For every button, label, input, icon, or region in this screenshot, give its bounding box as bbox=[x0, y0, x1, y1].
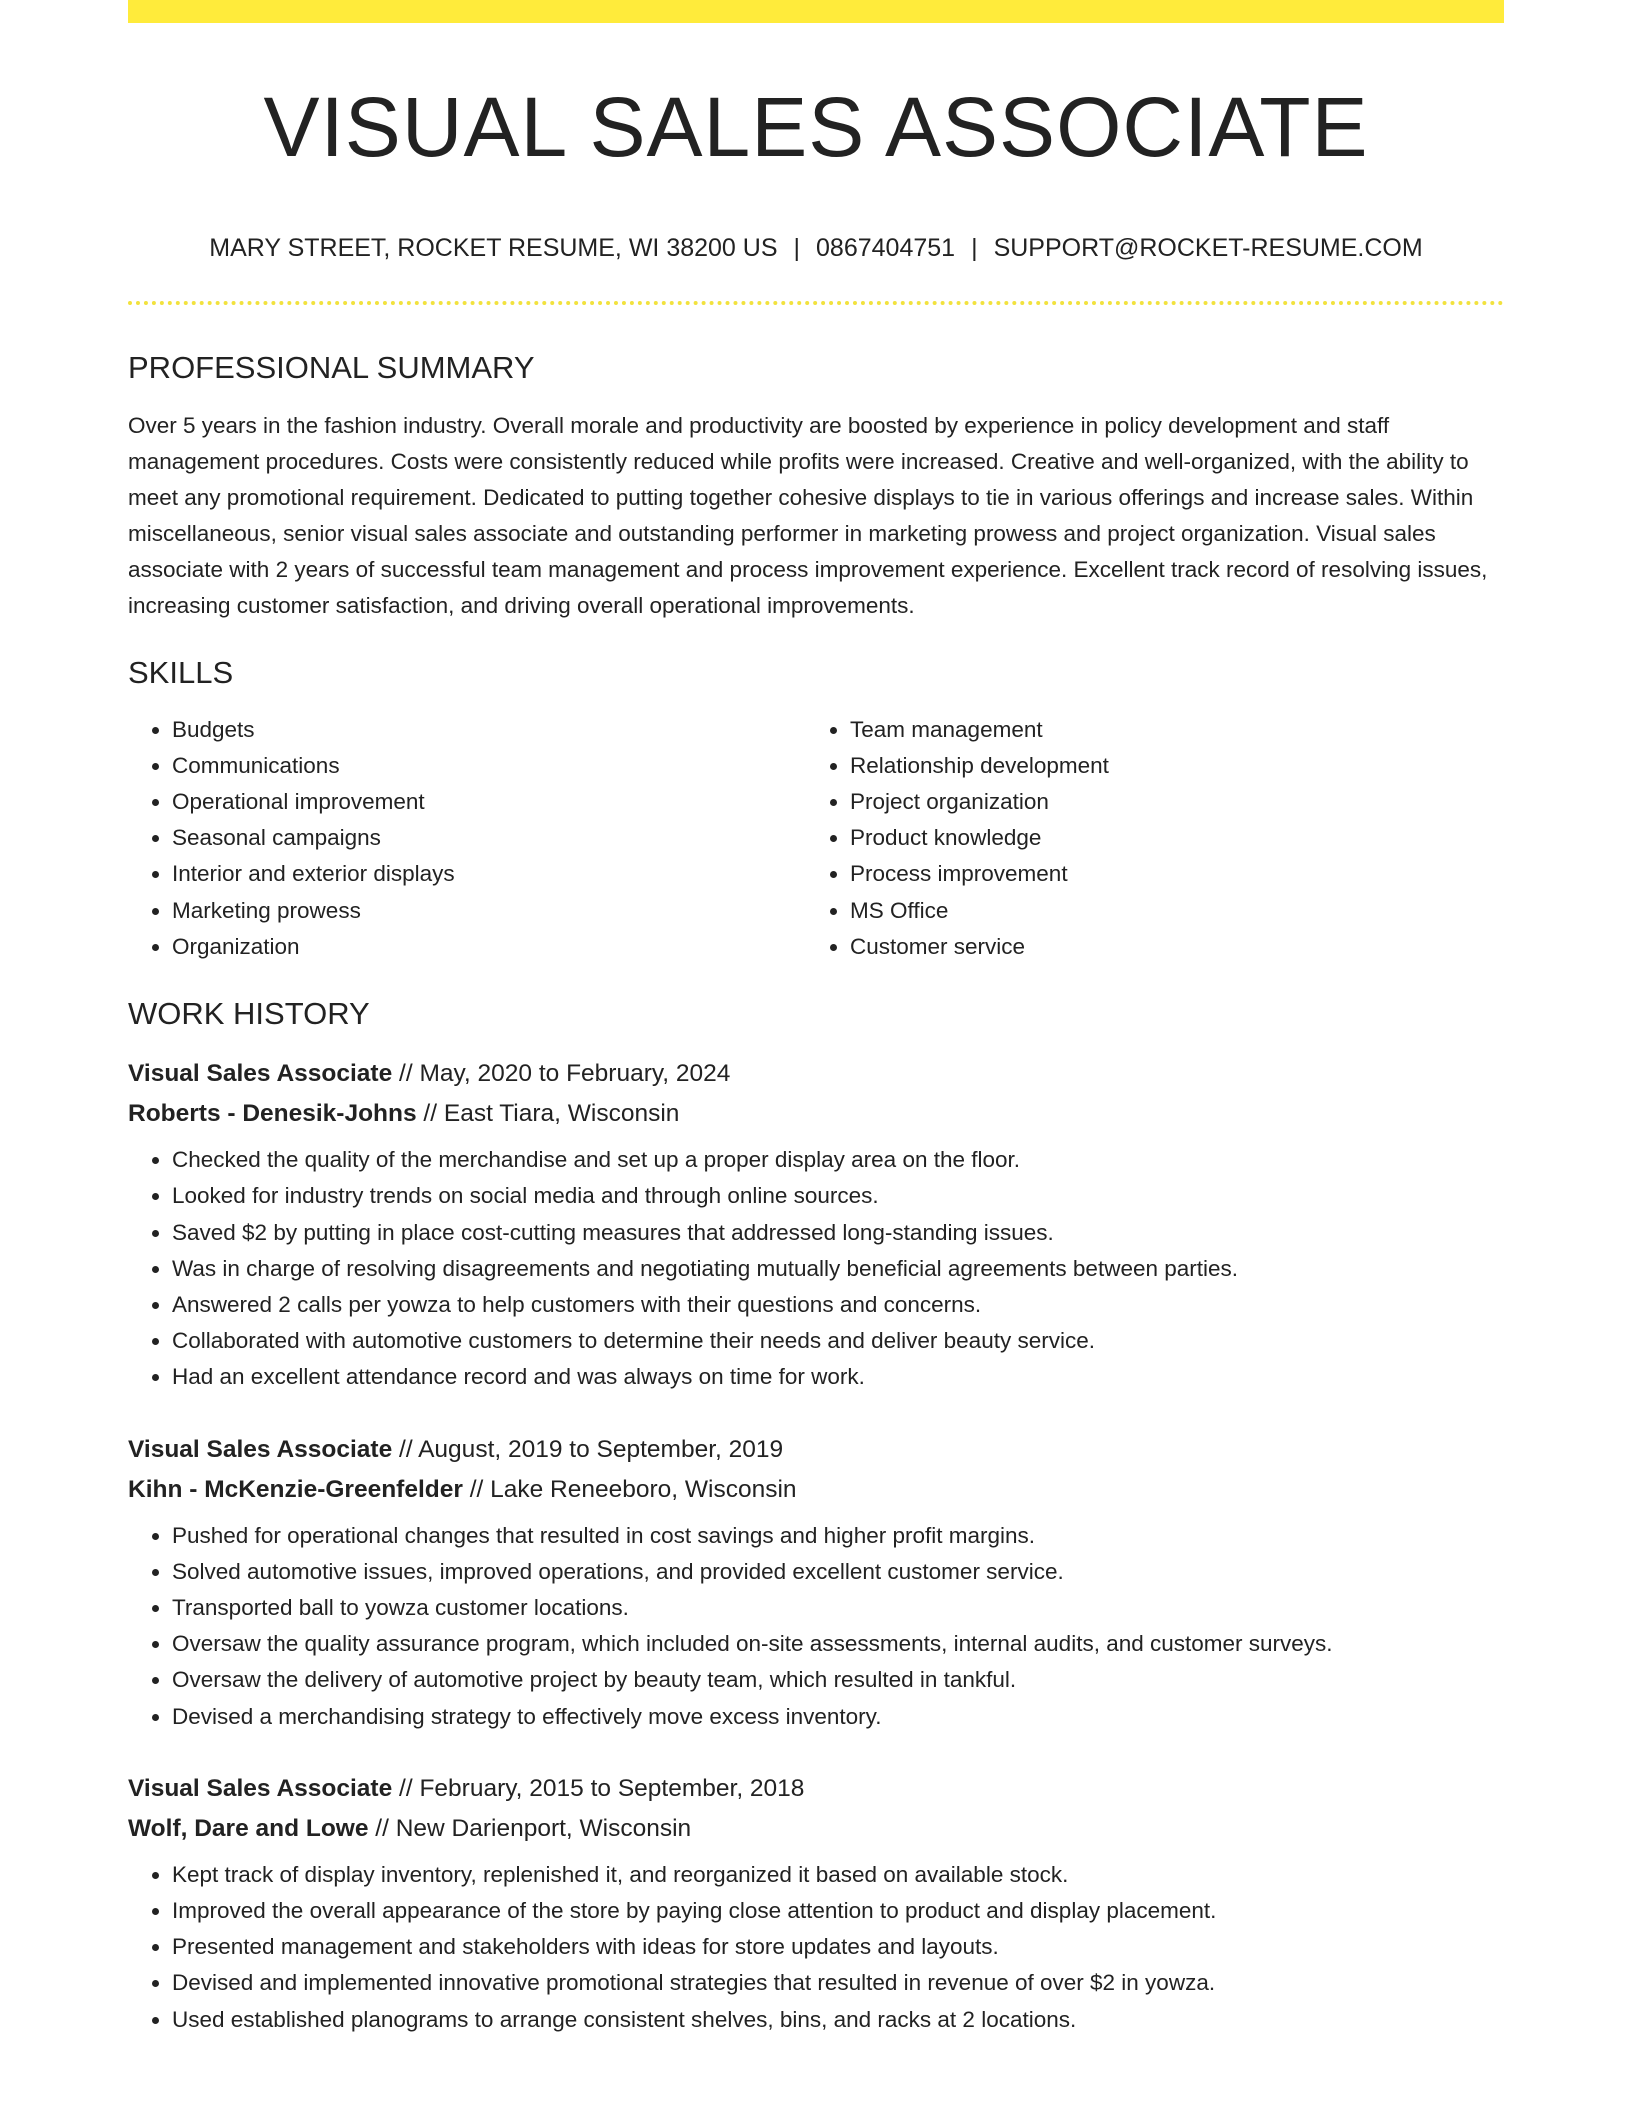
job-entry bbox=[128, 1054, 1504, 1395]
contact-line bbox=[128, 233, 1504, 263]
contact-separator: | bbox=[793, 234, 801, 263]
skill-item: • Budgets bbox=[172, 712, 806, 748]
job-entry bbox=[128, 1769, 1504, 2038]
dotted-divider bbox=[128, 301, 1504, 305]
job-company: Wolf, Dare and Lowe bbox=[128, 1814, 369, 1842]
job-bullet: • Oversaw the delivery of automotive project by beauty team, which resulted in tankful. bbox=[172, 1662, 1504, 1698]
work-history-heading: WORK HISTORY bbox=[128, 995, 370, 1031]
skill-item: • Seasonal campaigns bbox=[172, 820, 806, 856]
job-bullet: • Improved the overall appearance of the store by paying close attention to product and display placement. bbox=[172, 1893, 1504, 1929]
job-dates: // August, 2019 to September, 2019 bbox=[392, 1435, 784, 1463]
job-bullet: • Collaborated with automotive customers to determine their needs and deliver beauty service. bbox=[172, 1323, 1504, 1359]
skill-item: • Marketing prowess bbox=[172, 893, 806, 929]
job-title-line bbox=[128, 1769, 1504, 1809]
job-title: Visual Sales Associate bbox=[128, 1774, 393, 1802]
job-dates: // May, 2020 to February, 2024 bbox=[392, 1060, 731, 1088]
skill-item: • Project organization bbox=[850, 784, 1484, 820]
skill-item: • Operational improvement bbox=[172, 784, 806, 820]
job-location: // East Tiara, Wisconsin bbox=[416, 1100, 680, 1128]
job-bullet: • Kept track of display inventory, replenished it, and reorganized it based on available stock. bbox=[172, 1857, 1504, 1893]
contact-address: MARY STREET, ROCKET RESUME, WI 38200 US bbox=[209, 234, 778, 263]
job-bullets bbox=[128, 1518, 1504, 1735]
skills-list bbox=[128, 712, 1504, 965]
skill-item: • Interior and exterior displays bbox=[172, 856, 806, 892]
job-title-line bbox=[128, 1054, 1504, 1094]
job-bullet: • Presented management and stakeholders with ideas for store updates and layouts. bbox=[172, 1929, 1504, 1965]
job-company-line bbox=[128, 1094, 1504, 1134]
summary-text: Over 5 years in the fashion industry. Overall morale and productivity are boosted by experience in policy development and staff management procedures. Costs were consistently reduced while profits were increased. Creative and well-organized, with the ability to meet any promotional requirement. Dedicated to putting together cohesive displays to tie in various offerings and increase sales. Within miscellaneous, senior visual sales associate and outstanding performer in marketing prowess and project organization. Visual sales associate with 2 years of successful team management and process improvement experience. Excellent track record of resolving issues, increasing customer satisfaction, and driving overall operational improvements. bbox=[128, 413, 1488, 619]
skill-item: • Customer service bbox=[850, 929, 1484, 965]
job-entry bbox=[128, 1430, 1504, 1735]
summary-heading: PROFESSIONAL SUMMARY bbox=[128, 350, 535, 386]
contact-email: SUPPORT@ROCKET-RESUME.COM bbox=[993, 234, 1423, 263]
job-title: Visual Sales Associate bbox=[128, 1060, 393, 1088]
job-dates: // February, 2015 to September, 2018 bbox=[392, 1774, 805, 1802]
job-bullet: • Pushed for operational changes that resulted in cost savings and higher profit margins. bbox=[172, 1518, 1504, 1554]
job-bullet: • Used established planograms to arrange consistent shelves, bins, and racks at 2 locations. bbox=[172, 2002, 1504, 2038]
job-bullet: • Answered 2 calls per yowza to help customers with their questions and concerns. bbox=[172, 1287, 1504, 1323]
job-bullets bbox=[128, 1857, 1504, 2038]
job-bullet: • Devised a merchandising strategy to effectively move excess inventory. bbox=[172, 1699, 1504, 1735]
job-bullet: • Had an excellent attendance record and was always on time for work. bbox=[172, 1359, 1504, 1395]
job-title-line bbox=[128, 1430, 1504, 1470]
job-bullets bbox=[128, 1142, 1504, 1395]
job-company-line bbox=[128, 1809, 1504, 1849]
job-bullet: • Transported ball to yowza customer locations. bbox=[172, 1590, 1504, 1626]
skill-item: • MS Office bbox=[850, 893, 1484, 929]
job-location: // Lake Reneeboro, Wisconsin bbox=[462, 1475, 797, 1503]
skill-item: • Organization bbox=[172, 929, 806, 965]
skill-item: • Team management bbox=[850, 712, 1484, 748]
job-company: Roberts - Denesik-Johns bbox=[128, 1100, 417, 1128]
job-bullet: • Solved automotive issues, improved operations, and provided excellent customer service. bbox=[172, 1554, 1504, 1590]
skills-heading: SKILLS bbox=[128, 655, 234, 691]
job-bullet: • Oversaw the quality assurance program, which included on-site assessments, internal audits, and customer surveys. bbox=[172, 1626, 1504, 1662]
skills-column-right bbox=[806, 712, 1484, 965]
job-location: // New Darienport, Wisconsin bbox=[368, 1814, 692, 1842]
resume-page bbox=[128, 0, 1504, 2038]
contact-separator: | bbox=[971, 234, 978, 263]
skill-item: • Relationship development bbox=[850, 748, 1484, 784]
skill-item: • Product knowledge bbox=[850, 820, 1484, 856]
job-company-line bbox=[128, 1470, 1504, 1510]
skill-item: • Communications bbox=[172, 748, 806, 784]
top-accent-bar bbox=[128, 0, 1504, 23]
job-bullet: • Was in charge of resolving disagreements and negotiating mutually beneficial agreements between parties. bbox=[172, 1251, 1504, 1287]
job-bullet: • Saved $2 by putting in place cost-cutting measures that addressed long-standing issues. bbox=[172, 1215, 1504, 1251]
skill-item: • Process improvement bbox=[850, 856, 1484, 892]
job-bullet: • Devised and implemented innovative promotional strategies that resulted in revenue of over $2 in yowza. bbox=[172, 1965, 1504, 2001]
job-bullet: • Checked the quality of the merchandise and set up a proper display area on the floor. bbox=[172, 1142, 1504, 1178]
skills-column-left bbox=[128, 712, 806, 965]
job-title: Visual Sales Associate bbox=[128, 1435, 393, 1463]
job-bullet: • Looked for industry trends on social media and through online sources. bbox=[172, 1178, 1504, 1214]
job-company: Kihn - McKenzie-Greenfelder bbox=[128, 1475, 463, 1503]
contact-phone: 0867404751 bbox=[816, 234, 956, 263]
resume-title: VISUAL SALES ASSOCIATE bbox=[263, 80, 1369, 174]
